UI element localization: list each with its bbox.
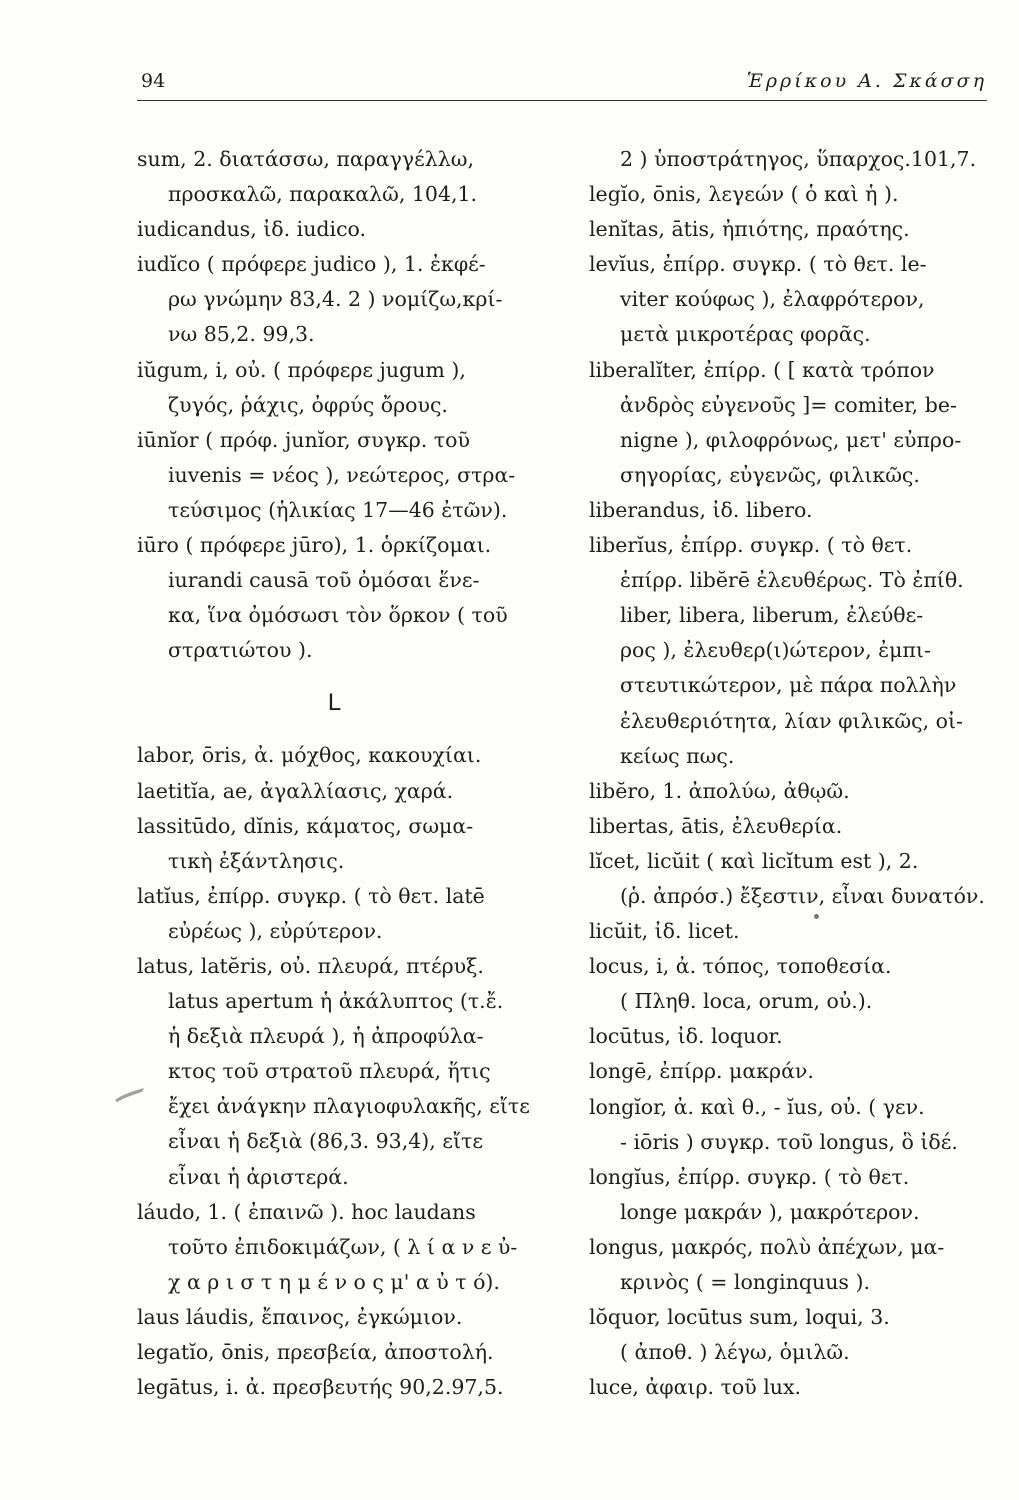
- entry-line: longe μακράν ), μακρότερον.: [620, 1199, 920, 1224]
- entry-line: lĭcet, licŭit ( καὶ licĭtum est ), 2.: [589, 848, 919, 873]
- entry-line: ( Πληθ. loca, orum, οὐ.).: [620, 989, 873, 1014]
- entry-line: κρινὸς ( = longinquus ).: [620, 1270, 870, 1294]
- entry-line: iurandi causā τοῦ ὀμόσαι ἕνε-: [168, 568, 480, 593]
- ink-smudge-mark: [114, 1086, 146, 1102]
- entry-line: προσκαλῶ, παρακαλῶ, 104,1.: [168, 182, 478, 207]
- entry-line: luce, ἀφαιρ. τοῦ lux.: [589, 1375, 802, 1400]
- entry-line: 2 ) ὑποστράτηγος, ὕπαρχος.101,7.: [620, 147, 977, 171]
- entry-line: νω 85,2. 99,3.: [168, 322, 315, 347]
- entry-line: laetitĭa, ae, ἀγαλλίασις, χαρά.: [137, 778, 454, 803]
- entry-line: iudicandus, ἰδ. iudico.: [137, 217, 367, 242]
- entry-line: τικὴ ἐξάντλησις.: [168, 848, 345, 873]
- entry-line: legatĭo, ōnis, πρεσβεία, ἀποστολή.: [137, 1340, 494, 1364]
- entry-line: iudĭco ( πρόφερε judico ), 1. ἐκφέ-: [137, 252, 486, 277]
- entry-line: liber, libera, liberum, ἐλεύθε-: [620, 603, 924, 628]
- entry-line: στρατιώτου ).: [168, 638, 313, 663]
- entry-line: χ α ρ ι σ τ η μ έ ν ο ς μ' α ὐ τ ό).: [168, 1269, 500, 1294]
- entry-line: iŭgum, i, οὐ. ( πρόφερε jugum ),: [137, 357, 466, 382]
- entry-line: liberĭus, ἐπίρρ. συγκρ. ( τὸ θετ.: [589, 533, 913, 558]
- entry-line: latus apertum ἡ ἀκάλυπτος (τ.ἔ.: [168, 989, 504, 1014]
- entry-line: lŏquor, locūtus sum, loqui, 3.: [589, 1305, 890, 1330]
- entry-line: ἐλευθεριότητα, λίαν φιλικῶς, οἰ-: [620, 708, 963, 733]
- entry-line: libĕro, 1. ἀπολύω, ἀθῳῶ.: [589, 778, 850, 803]
- entry-line: sum, 2. διατάσσω, παραγγέλλω,: [137, 147, 474, 171]
- entry-line: locus, i, ἀ. τόπος, τοποθεσία.: [589, 954, 892, 979]
- entry-line: levĭus, ἐπίρρ. συγκρ. ( τὸ θετ. le-: [589, 252, 927, 277]
- entry-line: τοῦτο ἐπιδοκιμάζων, ( λ ί α ν ε ὐ-: [168, 1234, 518, 1259]
- entry-line: τεύσιμος (ἡλικίας 17—46 ἐτῶν).: [168, 497, 508, 522]
- entry-line: (ῥ. ἀπρόσ.) ἔξεστιν, εἶναι δυνατόν.: [620, 883, 985, 908]
- entry-line: liberandus, ἰδ. libero.: [589, 497, 813, 522]
- entry-line: locūtus, ἰδ. loquor.: [589, 1024, 783, 1049]
- entry-line: lassitūdo, dĭnis, κάματος, σωμα-: [137, 813, 474, 838]
- entry-line: εἶναι ἡ ἀριστερά.: [168, 1164, 349, 1189]
- entry-line: longē, ἐπίρρ. μακράν.: [589, 1059, 814, 1084]
- entry-line: κείως πως.: [620, 743, 735, 768]
- entry-line: ρος ), ἐλευθερ(ι)ώτερον, ἐμπι-: [620, 638, 931, 663]
- entry-line: εὐρέως ), εὐρύτερον.: [168, 918, 383, 943]
- left-column: [137, 142, 542, 1405]
- running-title: Ἑρρίκου Α. Σκάσση: [746, 70, 987, 92]
- entry-line: - iōris ) συγκρ. τοῦ longus, ὃ ἰδέ.: [620, 1129, 958, 1154]
- entry-line: libertas, ātis, ἐλευθερία.: [589, 813, 843, 838]
- entry-line: ρω γνώμην 83,4. 2 ) νομίζω,κρί-: [168, 287, 503, 312]
- entry-line: ( ἀποθ. ) λέγω, ὁμιλῶ.: [620, 1340, 850, 1365]
- right-column: [589, 142, 999, 1405]
- entry-line: ἀνδρὸς εὐγενοῦς ]= comiter, be-: [620, 392, 957, 417]
- entry-line: μετὰ μικροτέρας φορᾶς.: [620, 322, 871, 347]
- section-letter-heading: [137, 668, 542, 738]
- entry-line: iūnĭor ( πρόφ. junĭor, συγκρ. τοῦ: [137, 427, 470, 452]
- entry-line: κα, ἵνα ὀμόσωσι τὸν ὅρκον ( τοῦ: [168, 603, 508, 628]
- entry-line: nigne ), φιλοφρόνως, μετ' εὐπρο-: [620, 427, 962, 452]
- entry-line: lenĭtas, ātis, ἠπιότης, πραότης.: [589, 217, 910, 242]
- entry-line: laus láudis, ἔπαινος, ἐγκώμιον.: [137, 1304, 463, 1329]
- entry-line: iūro ( πρόφερε jūro), 1. ὁρκίζομαι.: [137, 533, 492, 558]
- entry-line: ἡ δεξιὰ πλευρά ), ἡ ἀπροφύλα-: [168, 1024, 484, 1049]
- running-head: [137, 66, 987, 101]
- entry-line: κτος τοῦ στρατοῦ πλευρά, ἥτις: [168, 1059, 491, 1084]
- entry-line: iuvenis = νέος ), νεώτερος, στρα-: [168, 462, 516, 487]
- entry-line: ζυγός, ῥάχις, ὀφρύς ὄρους.: [168, 392, 448, 417]
- entry-line: ἔχει ἀνάγκην πλαγιοφυλακῆς, εἴτε: [168, 1094, 530, 1119]
- entry-line: longĭor, ἀ. καὶ θ., - ĭus, οὐ. ( γεν.: [589, 1094, 925, 1119]
- entry-line: στευτικώτερον, μὲ πάρα πολλὴν: [620, 673, 957, 698]
- entry-line: viter κούφως ), ἐλαφρότερον,: [620, 287, 925, 312]
- section-letter: L: [327, 689, 342, 717]
- entry-line: labor, ōris, ἀ. μόχθος, κακουχίαι.: [137, 743, 482, 768]
- entry-line: latĭus, ἐπίρρ. συγκρ. ( τὸ θετ. latē: [137, 883, 485, 908]
- entry-line: σηγορίας, εὐγενῶς, φιλικῶς.: [620, 462, 920, 487]
- entry-line: legĭo, ōnis, λεγεών ( ὁ καὶ ἡ ).: [589, 182, 899, 207]
- entry-line: láudo, 1. ( ἐπαινῶ ). hoc laudans: [137, 1199, 476, 1224]
- entry-line: liberalĭter, ἐπίρρ. ( [ κατὰ τρόπον: [589, 357, 935, 382]
- entry-line: ἐπίρρ. libĕrē ἐλευθέρως. Τὸ ἐπίθ.: [620, 568, 964, 593]
- entry-line: legātus, i. ἀ. πρεσβευτής 90,2.97,5.: [137, 1375, 504, 1400]
- entry-line: εἶναι ἡ δεξιὰ (86,3. 93,4), εἴτε: [168, 1129, 483, 1154]
- page-number: 94: [141, 70, 166, 92]
- ink-dot-mark: [814, 914, 819, 919]
- entry-line: longĭus, ἐπίρρ. συγκρ. ( τὸ θετ.: [589, 1164, 910, 1189]
- entry-line: latus, latĕris, οὐ. πλευρά, πτέρυξ.: [137, 953, 484, 978]
- entry-line: longus, μακρός, πολὺ ἀπέχων, μα-: [589, 1234, 945, 1259]
- entry-line: licŭit, ἰδ. licet.: [589, 919, 740, 944]
